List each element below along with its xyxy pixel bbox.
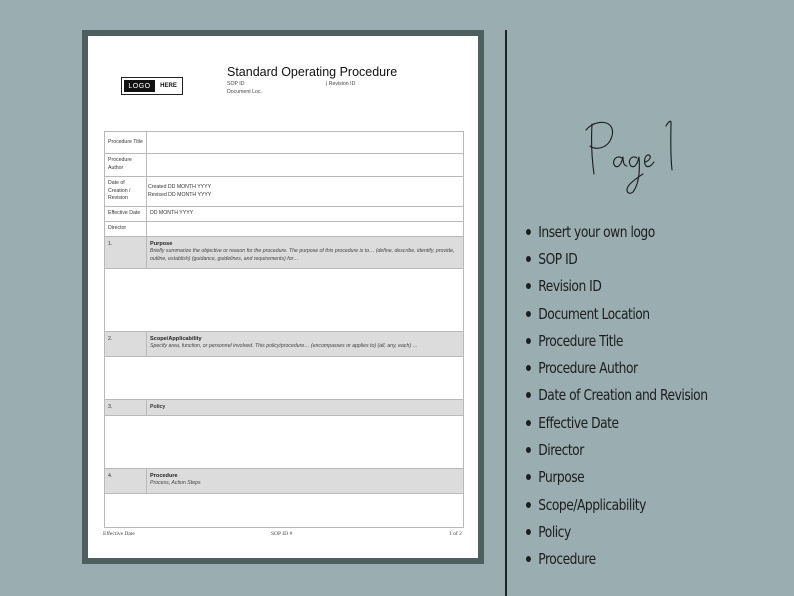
page-heading-script xyxy=(582,112,682,197)
date-row xyxy=(105,177,464,207)
feature-label: Date of Creation and Revision xyxy=(538,386,708,405)
procedure-title-label: Procedure Title xyxy=(105,132,147,154)
section-heading: Procedure xyxy=(150,473,178,479)
section-body-row xyxy=(105,494,464,528)
revised-date: Revised DD MONTH YYYY xyxy=(148,191,212,198)
section-description: Specify area, function, or personnel involved. This policy/procedure… (encompasses or applies to) (all, any, each) … xyxy=(150,343,418,350)
list-item xyxy=(526,491,708,518)
bullet-icon xyxy=(526,365,531,371)
logo-placeholder xyxy=(121,77,183,95)
list-item xyxy=(526,409,708,436)
section-header-row xyxy=(105,400,464,416)
scope-body-field[interactable] xyxy=(105,357,464,400)
section-heading: Purpose xyxy=(150,241,173,247)
section-header-row xyxy=(105,237,464,269)
effective-date-label: Effective Date xyxy=(105,207,147,222)
list-item xyxy=(526,354,708,381)
feature-label: Insert your own logo xyxy=(538,222,655,241)
section-heading: Scope/Applicability xyxy=(150,336,202,342)
bullet-icon xyxy=(526,502,531,508)
policy-body-field[interactable] xyxy=(105,416,464,469)
section-number: 3. xyxy=(105,400,147,416)
section-number: 1. xyxy=(105,237,147,269)
effective-date-row xyxy=(105,207,464,222)
section-body-row xyxy=(105,416,464,469)
list-item xyxy=(526,218,708,245)
bullet-icon xyxy=(526,283,531,289)
revision-id-label: | Revision ID xyxy=(326,81,356,87)
section-number: 2. xyxy=(105,332,147,357)
procedure-author-row xyxy=(105,154,464,177)
feature-label: Procedure xyxy=(538,550,596,569)
feature-list xyxy=(526,218,747,573)
list-item xyxy=(526,382,708,409)
sop-form-table xyxy=(104,131,464,528)
list-item xyxy=(526,518,708,545)
sop-id-label: SOP ID xyxy=(227,81,245,87)
list-item xyxy=(526,273,708,300)
section-body-row xyxy=(105,357,464,400)
created-date: Created DD MONTH YYYY xyxy=(148,183,212,190)
feature-label: Procedure Author xyxy=(538,359,638,378)
bullet-icon xyxy=(526,311,531,317)
section-header xyxy=(147,469,464,494)
divider-line xyxy=(505,30,507,596)
document-location-label: Document Loc. xyxy=(227,89,262,95)
footer-sop-id: SOP ID # xyxy=(271,531,293,537)
feature-label: Scope/Applicability xyxy=(538,495,646,514)
list-item xyxy=(526,436,708,463)
date-label: Date of Creation / Revision xyxy=(105,177,147,207)
procedure-title-field[interactable] xyxy=(147,132,464,154)
feature-label: Document Location xyxy=(538,304,650,323)
list-item xyxy=(526,327,708,354)
logo-left-text: LOGO xyxy=(124,80,155,92)
feature-label: Policy xyxy=(538,522,571,541)
list-item xyxy=(526,546,708,573)
section-description: Process, Action Steps xyxy=(150,480,201,487)
feature-label: Effective Date xyxy=(538,413,619,432)
feature-label: Director xyxy=(538,441,584,460)
bullet-icon xyxy=(526,256,531,262)
document-title: Standard Operating Procedure xyxy=(227,65,398,79)
feature-label: Purpose xyxy=(538,468,585,487)
list-item xyxy=(526,245,708,272)
procedure-author-label: Procedure Author xyxy=(105,154,147,177)
bullet-icon xyxy=(526,229,531,235)
bullet-icon xyxy=(526,420,531,426)
list-item xyxy=(526,464,708,491)
feature-label: SOP ID xyxy=(538,249,578,268)
section-description: Briefly summarize the objective or reason for the procedure. The purpose of this procedure is to… (define, describe, identify, provide, outline, establish) (guidance, guidelines, and requirements) for… xyxy=(150,248,455,262)
bullet-icon xyxy=(526,556,531,562)
director-field[interactable] xyxy=(147,222,464,237)
section-header-row xyxy=(105,332,464,357)
document-page xyxy=(88,36,478,558)
section-heading: Policy xyxy=(147,400,464,416)
list-item xyxy=(526,300,708,327)
feature-label: Revision ID xyxy=(538,277,602,296)
effective-date-field[interactable]: DD MONTH YYYY xyxy=(147,207,464,222)
director-row xyxy=(105,222,464,237)
bullet-icon xyxy=(526,338,531,344)
section-body-row xyxy=(105,269,464,332)
director-label: Director xyxy=(105,222,147,237)
bullet-icon xyxy=(526,529,531,535)
purpose-body-field[interactable] xyxy=(105,269,464,332)
feature-label: Procedure Title xyxy=(538,331,623,350)
procedure-title-row xyxy=(105,132,464,154)
procedure-body-field[interactable] xyxy=(105,494,464,528)
section-header-row xyxy=(105,469,464,494)
footer-effective-date: Effective Date xyxy=(103,531,135,537)
section-number: 4. xyxy=(105,469,147,494)
footer-page-number: 1 of 2 xyxy=(449,531,462,537)
procedure-author-field[interactable] xyxy=(147,154,464,177)
bullet-icon xyxy=(526,392,531,398)
section-header xyxy=(147,237,464,269)
date-field[interactable] xyxy=(147,177,464,207)
bullet-icon xyxy=(526,474,531,480)
logo-right-text: HERE xyxy=(160,83,177,89)
bullet-icon xyxy=(526,447,531,453)
section-header xyxy=(147,332,464,357)
